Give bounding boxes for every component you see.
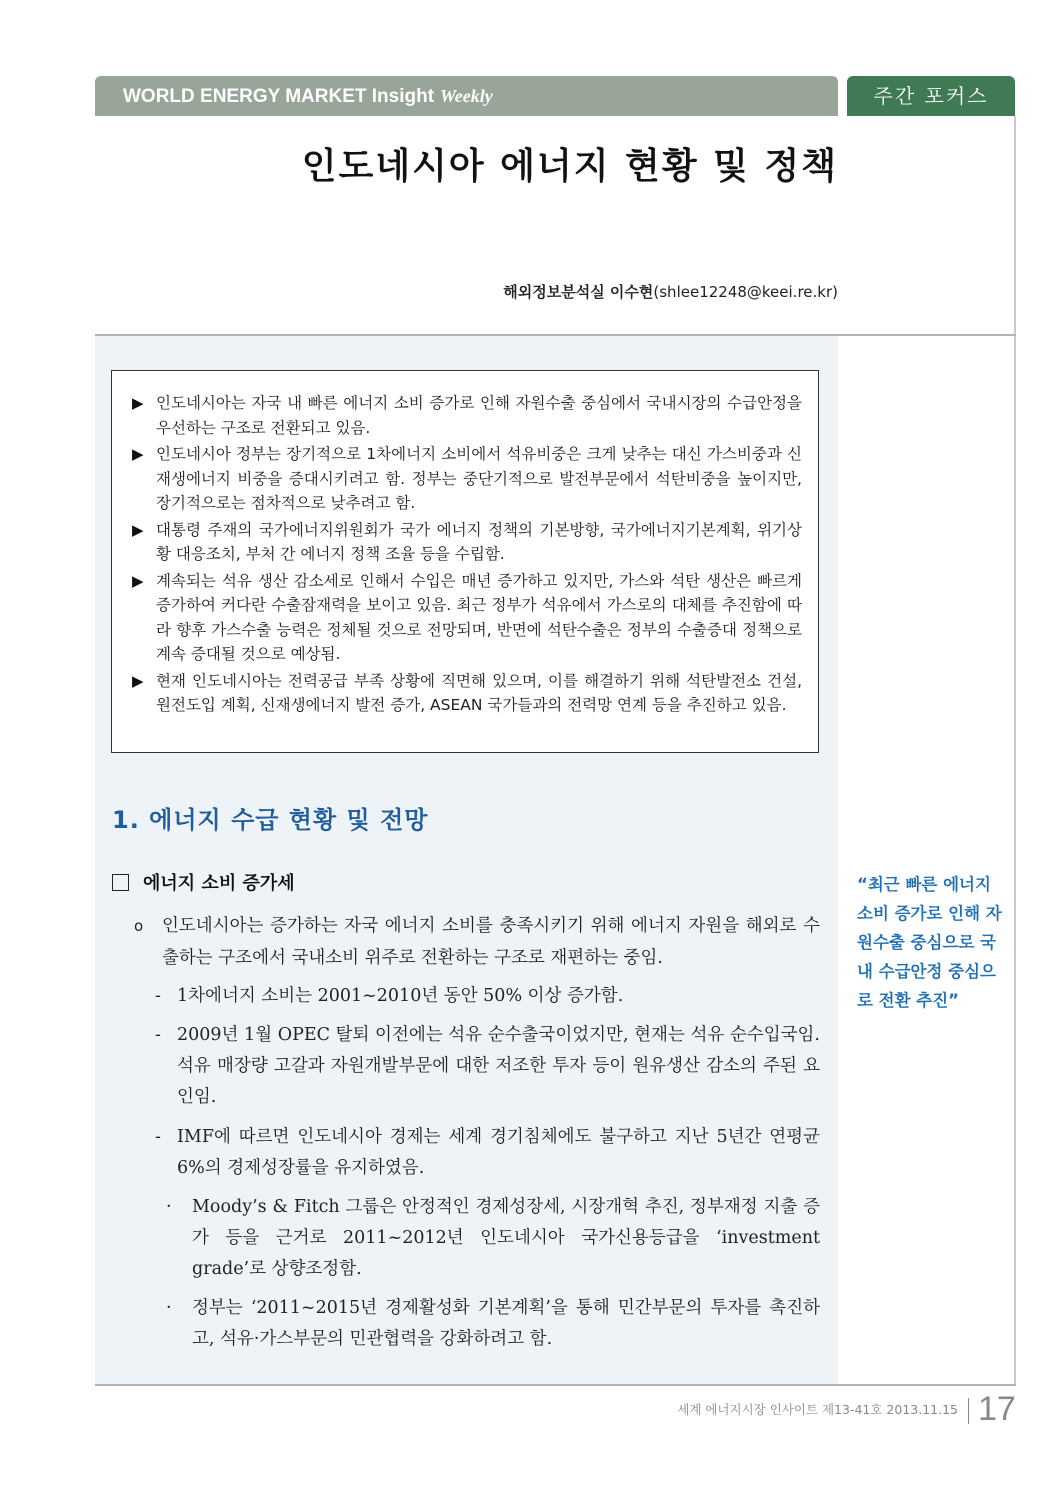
dash-item: - 2009년 1월 OPEC 탈퇴 이전에는 석유 순수출국이었지만, 현재는 석유 순수입국임. 석유 매장량 고갈과 자원개발부문에 대한 저조한 투자 등이 원유생산 감소의 주된 요인임.	[155, 1020, 820, 1113]
page-title: 인도네시아 에너지 현황 및 정책	[301, 146, 838, 187]
bullet-triangle-icon: ▶	[132, 445, 144, 463]
dash-item: - IMF에 따르면 인도네시아 경제는 세계 경기침체에도 불구하고 지난 5년간 연평균 6%의 경제성장률을 유지하였음.	[155, 1122, 820, 1184]
dash-bullet-icon: -	[155, 1127, 161, 1147]
summary-item: ▶ 현재 인도네시아는 전력공급 부족 상황에 직면해 있으며, 이를 해결하기 위해 석탄발전소 건설, 원전도입 계획, 신재생에너지 발전 증가, ASEAN 국가들과의 전력망 연계 등을 추진하고 있음.	[132, 669, 802, 718]
bullet-triangle-icon: ▶	[132, 671, 144, 690]
dash-item: - 1차에너지 소비는 2001~2010년 동안 50% 이상 증가함.	[155, 981, 820, 1012]
side-pull-quote: “최근 빠른 에너지 소비 증가로 인해 자원수출 중심으로 국내 수급안정 중심으로 전환 추진”	[857, 875, 1002, 1010]
summary-item: ▶ 인도네시아는 자국 내 빠른 에너지 소비 증가로 인해 자원수출 중심에서 국내시장의 수급안정을 우선하는 구조로 전환되고 있음.	[132, 391, 802, 440]
summary-item: ▶ 대통령 주재의 국가에너지위원회가 국가 에너지 정책의 기본방향, 국가에너지기본계획, 위기상황 대응조치, 부처 간 에너지 정책 조율 등을 수립함.	[132, 518, 802, 567]
summary-item: ▶ 인도네시아 정부는 장기적으로 1차에너지 소비에서 석유비중은 크게 낮추는 대신 가스비중과 신재생에너지 비중을 증대시키려고 함. 정부는 중단기적으로 발전부문에서 석탄비중을 높이지만, 장기적으로는 점차적으로 낮추려고 함.	[132, 442, 802, 516]
header-bar	[95, 76, 838, 116]
bottom-divider	[95, 1384, 1016, 1386]
dot-bullet-icon: ·	[166, 1298, 172, 1318]
footer-separator	[968, 1398, 969, 1424]
summary-item: ▶ 계속되는 석유 생산 감소세로 인해서 수입은 매년 증가하고 있지만, 가스와 석탄 생산은 빠르게 증가하여 커다란 수출잠재력을 보이고 있음. 최근 정부가 석유에서 가스로의 대체를 추진함에 따라 향후 가스수출 능력은 정체될 것으로 전망되며, 반면에 석탄수출은 정부의 수출증대 정책으로 계속 증대될 것으로 예상됨.	[132, 569, 802, 667]
dot-bullet-icon: ·	[166, 1197, 172, 1217]
author-line	[95, 281, 838, 302]
footer-text: 세계 에너지시장 인사이트 제13-41호 2013.11.15	[677, 1402, 958, 1417]
subsection-title: 에너지 소비 증가세	[112, 869, 295, 895]
dot-item: · 정부는 ‘2011~2015년 경제활성화 기본계획’을 통해 민간부문의 투자를 촉진하고, 석유·가스부문의 민관협력을 강화하려고 함.	[160, 1293, 820, 1355]
circle-bullet-icon: o	[134, 917, 144, 935]
summary-box	[111, 370, 819, 753]
header-title: WORLD ENERGY MARKET Insight	[123, 86, 435, 107]
dash-bullet-icon: -	[155, 986, 161, 1006]
dash-bullet-icon: -	[155, 1025, 161, 1045]
author-email: (shlee12248@keei.re.kr)	[653, 283, 838, 301]
section-title: 1. 에너지 수급 현황 및 전망	[112, 806, 429, 834]
page-number: 17	[978, 1390, 1016, 1428]
checkbox-square-icon	[112, 874, 129, 891]
bullet-triangle-icon: ▶	[132, 520, 144, 539]
bullet-triangle-icon: ▶	[132, 571, 144, 590]
dot-item: · Moody’s & Fitch 그룹은 안정적인 경제성장세, 시장개혁 추진, 정부재정 지출 증가 등을 근거로 2011~2012년 인도네시아 국가신용등급을 ‘investment grade’로 상향조정함.	[160, 1192, 820, 1285]
paragraph-main: o 인도네시아는 증가하는 자국 에너지 소비를 충족시키기 위해 에너지 자원을 해외로 수출하는 구조에서 국내소비 위주로 전환하는 구조로 재편하는 중임.	[130, 910, 820, 974]
author-name: 해외정보분석실 이수현	[503, 283, 654, 301]
header-tab: 주간 포커스	[847, 76, 1015, 116]
bullet-triangle-icon: ▶	[132, 394, 144, 412]
header-weekly: Weekly	[440, 86, 493, 106]
right-divider	[1014, 116, 1016, 1386]
